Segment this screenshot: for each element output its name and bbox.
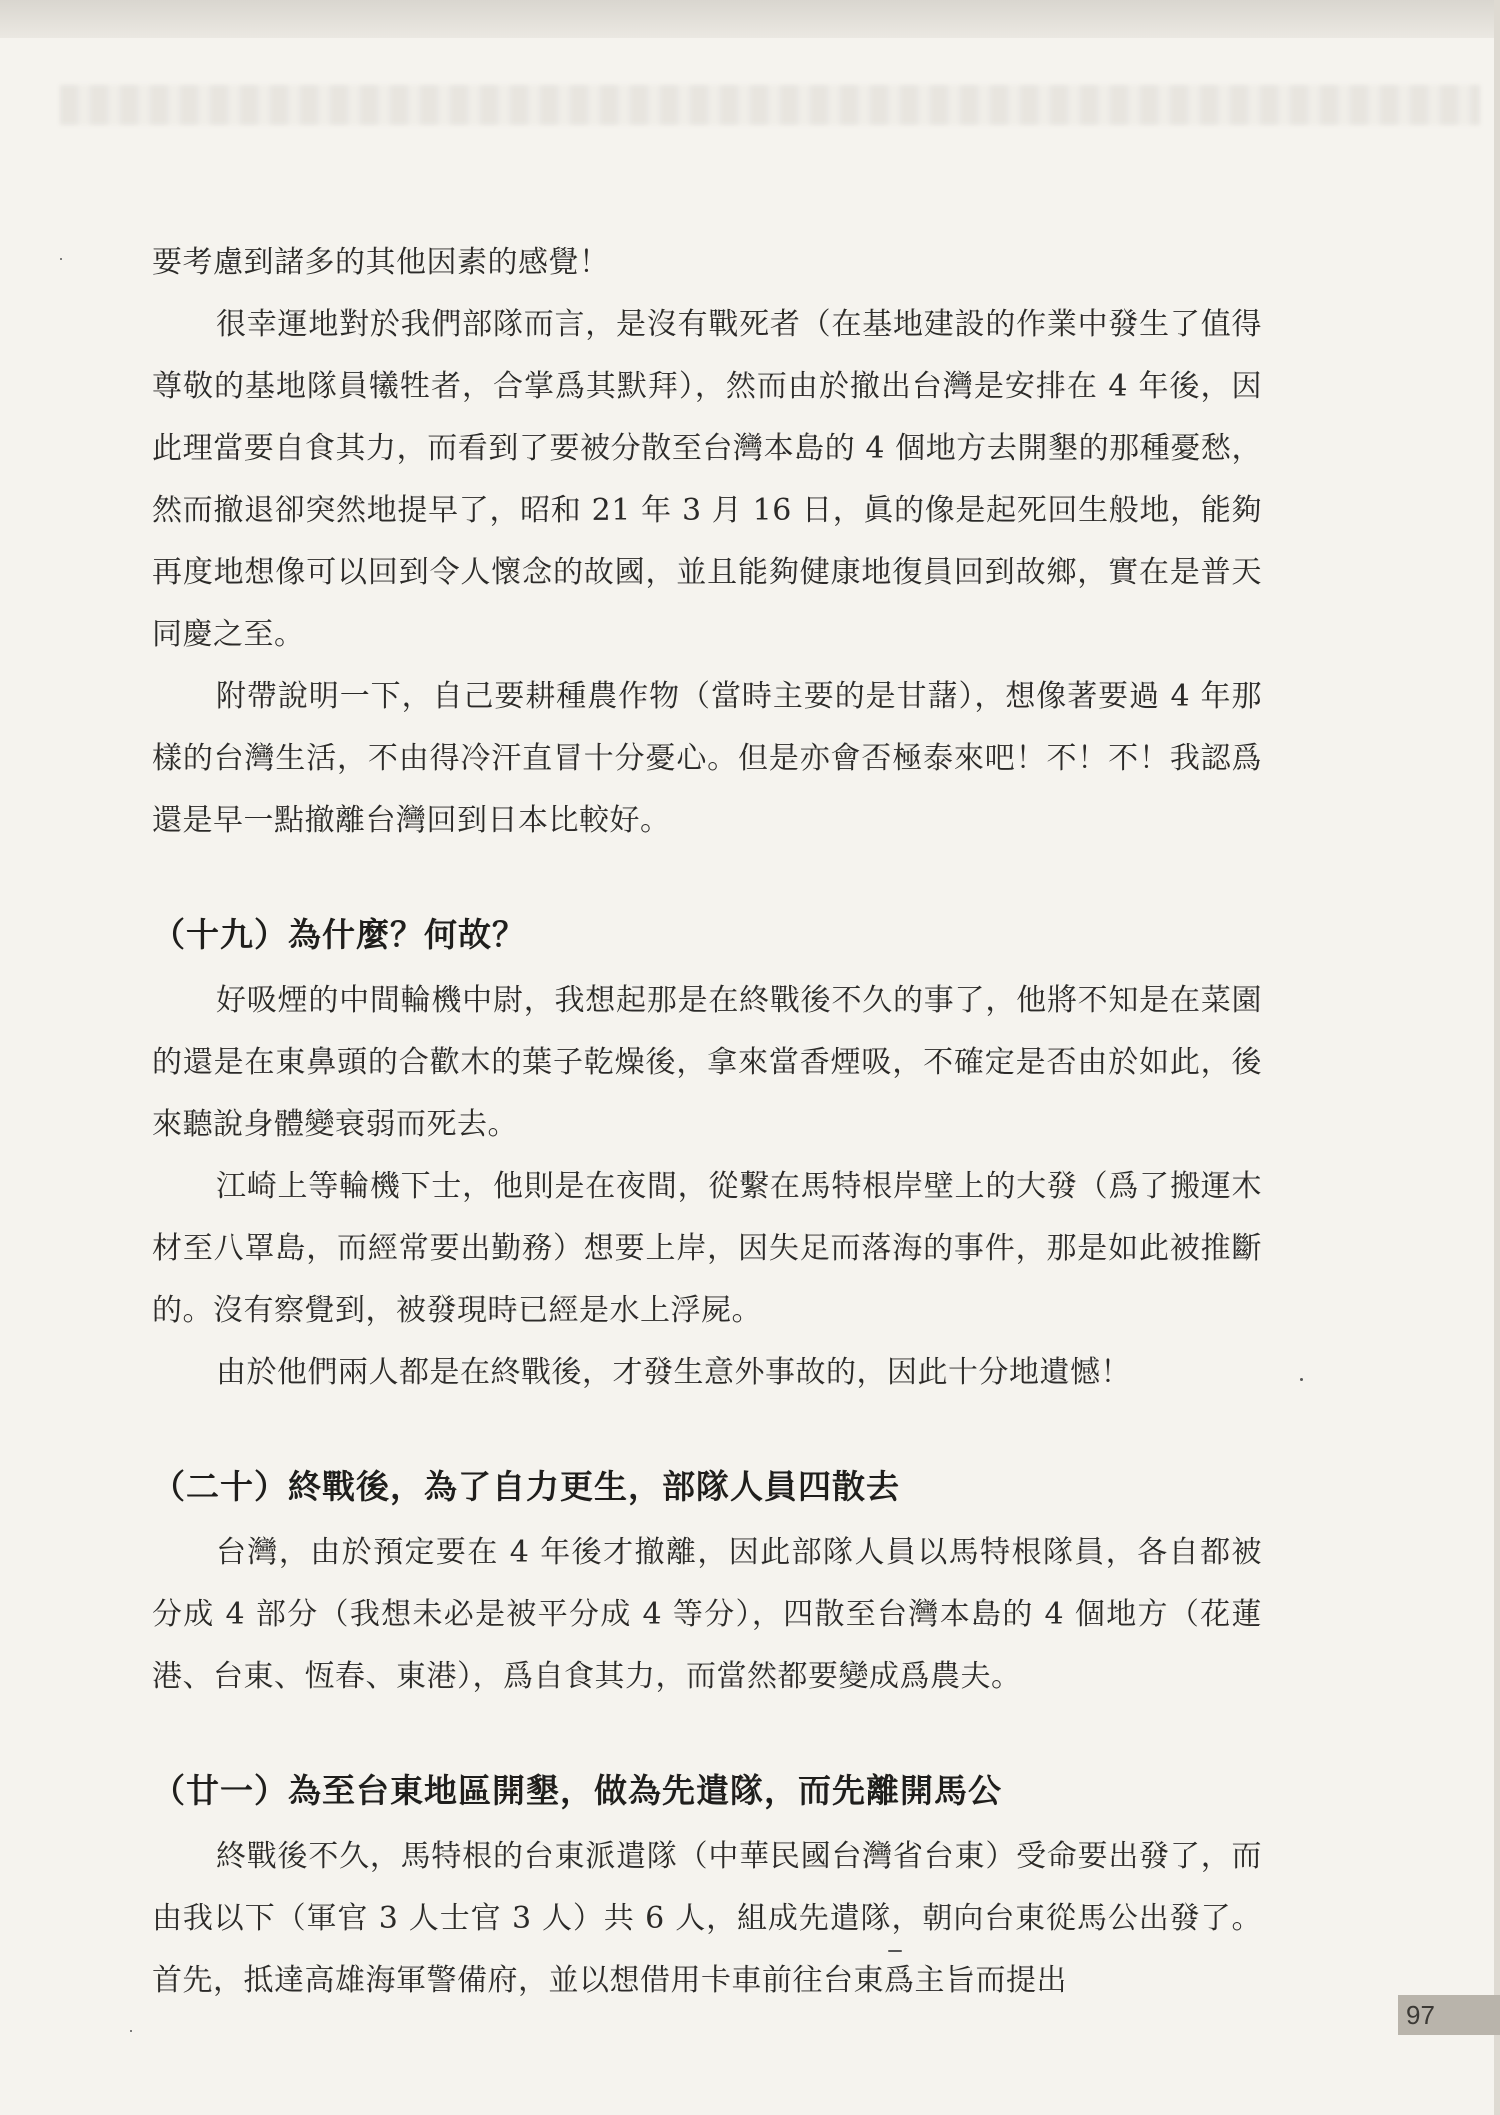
paragraph-intro-3: 附帶說明一下，自己要耕種農作物（當時主要的是甘藷），想像著要過 4 年那樣的台灣生活，不由得冷汗直冒十分憂心。但是亦會否極泰來吧！不！不！我認爲還是早一點撤離台灣回到日本比較好。 [152,679,1262,838]
section-20-paragraph-1: 台灣，由於預定要在 4 年後才撤離，因此部隊人員以馬特根隊員，各自都被分成 4 部分（我想未必是被平分成 4 等分），四散至台灣本島的 4 個地方（花蓮港、台東、恆春、東港），爲自食其力，而當然都要變成爲農夫。 [152,1535,1262,1694]
scan-speck [888,1950,902,1952]
page-body [152,232,1262,2012]
page-number: 97 [1398,1995,1500,2035]
scan-top-band [0,0,1500,38]
scan-speck [1300,1378,1303,1381]
bleed-through-text [60,85,1480,125]
scan-speck [130,2030,132,2032]
page-edge [1494,0,1500,2115]
scan-speck [60,258,62,260]
section-21-paragraph-1: 終戰後不久，馬特根的台東派遣隊（中華民國台灣省台東）受命要出發了，而由我以下（軍官 3 人士官 3 人）共 6 人，組成先遣隊，朝向台東從馬公出發了。首先，抵達高雄海軍警備府，並以想借用卡車前往台東爲主旨而提出 [152,1839,1262,1998]
section-19-paragraph-3: 由於他們兩人都是在終戰後，才發生意外事故的，因此十分地遺憾！ [216,1355,1131,1390]
paragraph-intro-1: 要考慮到諸多的其他因素的感覺！ [152,245,610,280]
section-19-paragraph-2: 江崎上等輪機下士，他則是在夜間，從繫在馬特根岸壁上的大發（爲了搬運木材至八罩島，而經常要出勤務）想要上岸，因失足而落海的事件，那是如此被推斷的。沒有察覺到，被發現時已經是水上浮屍。 [152,1169,1262,1328]
section-19-paragraph-1: 好吸煙的中間輪機中尉，我想起那是在終戰後不久的事了，他將不知是在菜園的還是在東鼻頭的合歡木的葉子乾燥後，拿來當香煙吸，不確定是否由於如此，後來聽說身體變衰弱而死去。 [152,983,1262,1142]
section-19-heading: （十九）為什麼？何故？ [152,915,526,954]
paragraph-intro-2: 很幸運地對於我們部隊而言，是沒有戰死者（在基地建設的作業中發生了值得尊敬的基地隊員犧牲者，合掌爲其默拜），然而由於撤出台灣是安排在 4 年後，因此理當要自食其力，而看到了要被分散至台灣本島的 4 個地方去開墾的那種憂愁，然而撤退卻突然地提早了，昭和 21 年 3 月 16 日，眞的像是起死回生般地，能夠再度地想像可以回到令人懷念的故國，並且能夠健康地復員回到故鄉，實在是普天同慶之至。 [152,307,1262,652]
section-21-heading: （廿一）為至台東地區開墾，做為先遣隊，而先離開馬公 [152,1771,1002,1810]
section-20-heading: （二十）終戰後，為了自力更生，部隊人員四散去 [152,1467,900,1506]
